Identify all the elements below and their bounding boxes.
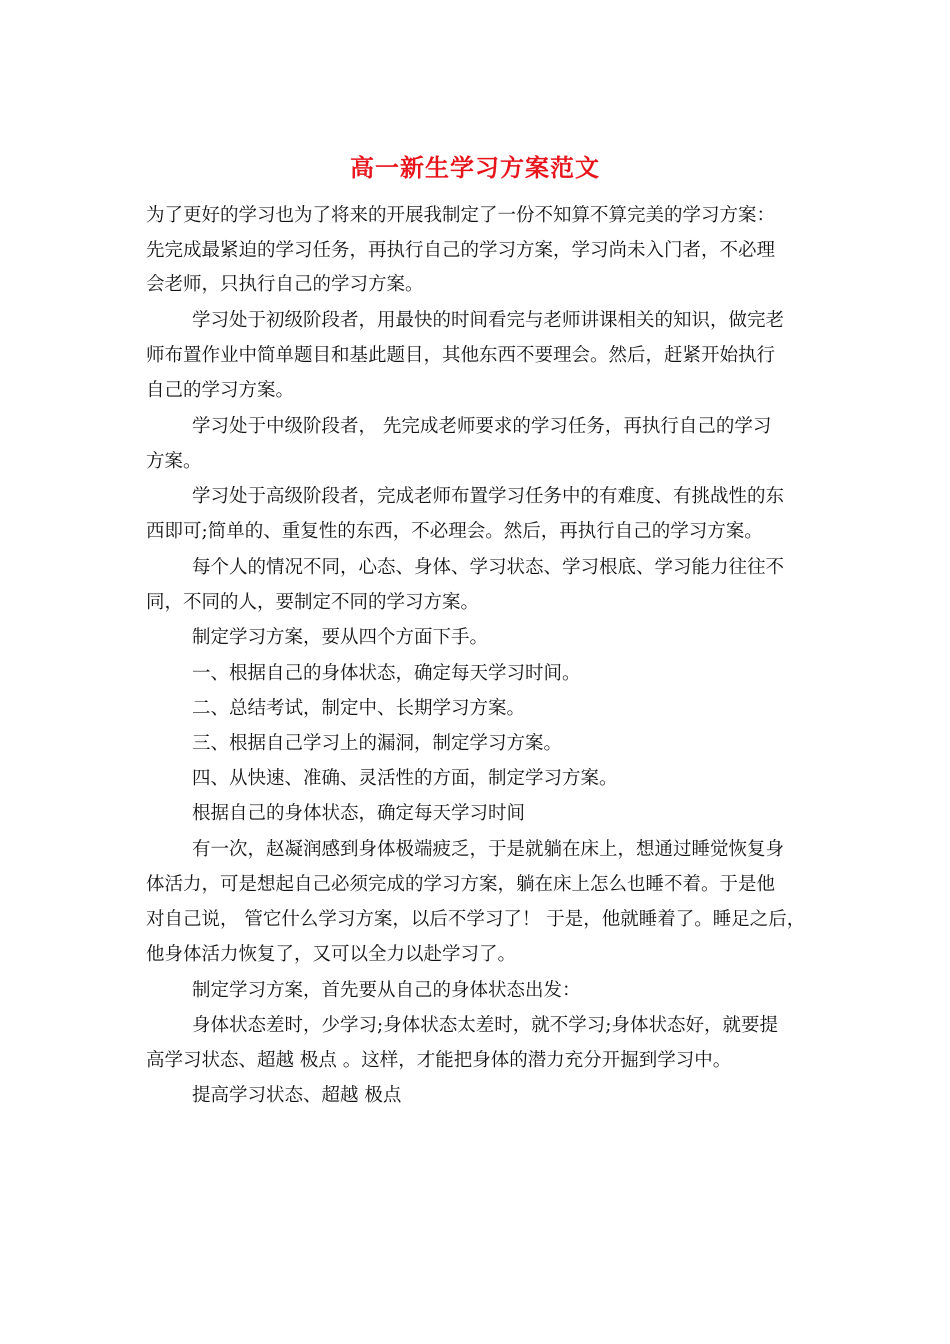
paragraph-line: 对自己说， 管它什么学习方案，以后不学习了！ 于是，他就睡着了。睡足之后， [146,909,806,930]
paragraph-line: 高学习状态、超越 极点 。这样，才能把身体的潜力充分开掘到学习中。 [146,1050,732,1071]
paragraph-first-line: 身体状态差时，少学习;身体状态太差时，就不学习;身体状态好，就要提 [192,1015,778,1036]
paragraph-line: 师布置作业中简单题目和基此题目，其他东西不要理会。然后，赶紧开始执行 [146,345,776,366]
paragraph-line: 会老师，只执行自己的学习方案。 [146,274,424,295]
paragraph-first-line: 四、从快速、准确、灵活性的方面，制定学习方案。 [192,768,618,789]
paragraph-first-line: 学习处于中级阶段者， 先完成老师要求的学习任务，再执行自己的学习 [192,416,772,437]
paragraph-first-line: 学习处于高级阶段者，完成老师布置学习任务中的有难度、有挑战性的东 [192,486,785,507]
paragraph-line: 自己的学习方案。 [146,380,295,401]
paragraph-first-line: 有一次，赵凝润感到身体极端疲乏，于是就躺在床上，想通过睡觉恢复身 [192,839,785,860]
paragraph-line: 他身体活力恢复了，又可以全力以赴学习了。 [146,944,517,965]
paragraph-first-line: 提高学习状态、超越 极点 [192,1085,402,1106]
paragraph-first-line: 一、根据自己的身体状态，确定每天学习时间。 [192,663,581,684]
paragraph-first-line: 制定学习方案，首先要从自己的身体状态出发： [192,980,581,1001]
paragraph-line: 方案。 [146,451,202,472]
paragraph-first-line: 二、总结考试，制定中、长期学习方案。 [192,698,526,719]
paragraph-first-line: 制定学习方案，要从四个方面下手。 [192,627,489,648]
paragraph-line: 西即可;简单的、重复性的东西，不必理会。然后，再执行自己的学习方案。 [146,521,763,542]
paragraph-first-line: 每个人的情况不同，心态、身体、学习状态、学习根底、学习能力往往不 [192,557,785,578]
paragraph-line: 为了更好的学习也为了将来的开展我制定了一份不知算不算完美的学习方案： [146,205,776,226]
paragraph-first-line: 学习处于初级阶段者，用最快的时间看完与老师讲课相关的知识，做完老 [192,310,785,331]
paragraph-line: 同，不同的人，要制定不同的学习方案。 [146,592,480,613]
paragraph-line: 体活力，可是想起自己必须完成的学习方案，躺在床上怎么也睡不着。于是他 [146,874,776,895]
paragraph-line: 先完成最紧迫的学习任务，再执行自己的学习方案，学习尚未入门者，不必理 [146,240,776,261]
paragraph-first-line: 根据自己的身体状态，确定每天学习时间 [192,803,526,824]
paragraph-first-line: 三、根据自己学习上的漏洞，制定学习方案。 [192,733,563,754]
document-title: 高一新生学习方案范文 [350,153,600,182]
